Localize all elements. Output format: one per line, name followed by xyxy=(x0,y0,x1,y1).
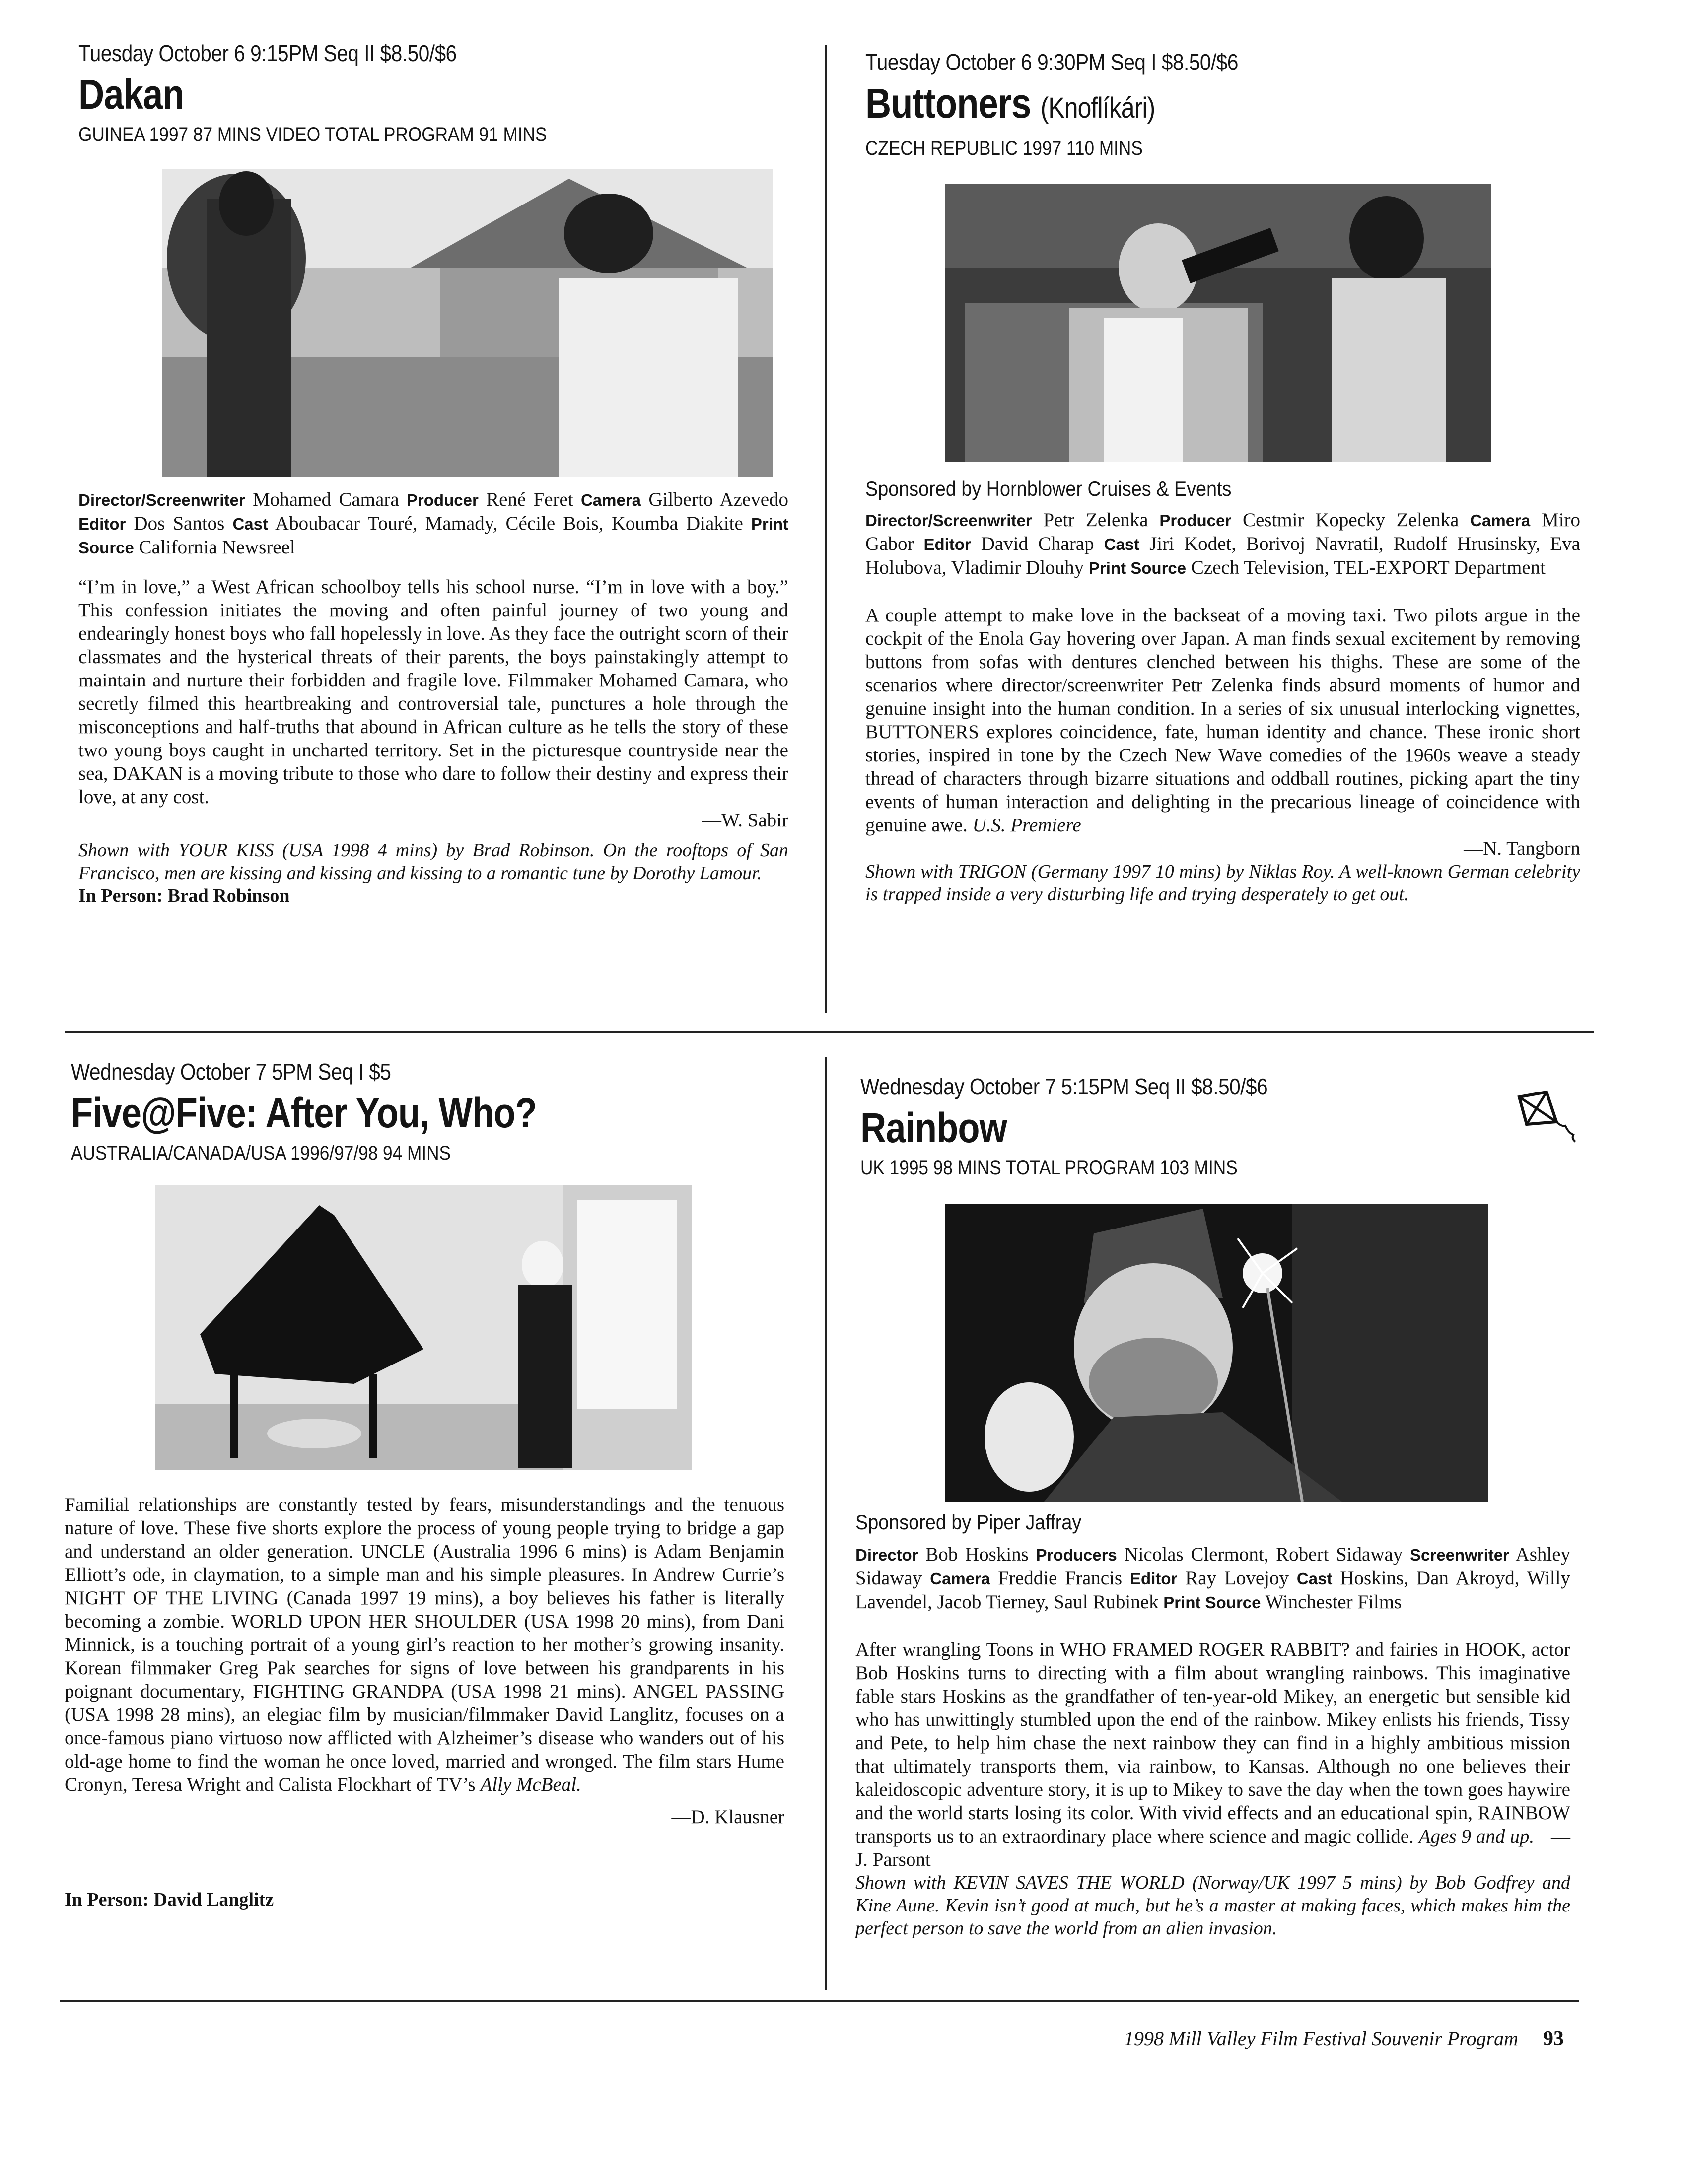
synopsis-italic: Ally McBeal. xyxy=(480,1774,581,1795)
shown-with: Shown with KEVIN SAVES THE WORLD (Norway/UK 1997 5 mins) by Bob Godfrey and Kine Aune. Kevin isn’t good at much, but he’s a master at making faces, which makes him the perfect person to save the world from an alien invasion. xyxy=(855,1872,1570,1939)
credit-names: René Feret xyxy=(486,489,573,510)
credit-names: Winchester Films xyxy=(1265,1591,1402,1613)
film-title-alt: (Knoflíkári) xyxy=(1040,92,1155,124)
column-divider-bottom xyxy=(825,1057,827,1990)
credit-role: Camera xyxy=(580,491,641,509)
credit-role: Editor xyxy=(78,515,126,533)
film-meta: GUINEA 1997 87 MINS VIDEO TOTAL PROGRAM 91 MINS xyxy=(78,124,547,145)
credit-role: Director xyxy=(855,1546,918,1564)
page-footer xyxy=(1124,2027,1564,2050)
credit-names: Miro Gabor xyxy=(865,509,1581,554)
age-note: Ages 9 and up. xyxy=(1418,1826,1535,1847)
sponsor-line: Sponsored by Hornblower Cruises & Events xyxy=(865,477,1232,500)
credit-names: Nicolas Clermont, Robert Sidaway xyxy=(1124,1544,1403,1565)
row-divider xyxy=(65,1031,1594,1033)
schedule-line: Tuesday October 6 9:30PM Seq I $8.50/$6 xyxy=(865,49,1238,75)
credit-names: Ashley Sidaway xyxy=(855,1544,1571,1589)
credit-names: Hoskins, Dan Akroyd, Willy Lavendel, Jacob Tierney, Saul Rubinek xyxy=(855,1568,1571,1613)
film-still-rainbow xyxy=(945,1204,1488,1502)
shown-with: Shown with TRIGON (Germany 1997 10 mins) by Niklas Roy. A well-known German celebrity is trapped inside a very disturbing life and trying desperately to get out. xyxy=(865,861,1580,905)
film-entry-dakan xyxy=(78,39,793,148)
synopsis xyxy=(855,1638,1570,1871)
film-meta: CZECH REPUBLIC 1997 110 MINS xyxy=(865,137,1143,159)
synopsis: “I’m in love,” a West African schoolboy tells his school nurse. “I’m in love with a boy.” This confession initiates the moving and often painful journey of two young and endearingly honest boys who fall hopelessly in love. As they face the outright scorn of their classmates and the hysterical threats of their parents, the boys painstakingly attempt to maintain and nurture their forbidden and fragile love. Filmmaker Mohamed Camara, who secretly filmed this heartbreaking and controversial tale, punctures a hole through the misconceptions and half-truths that abound in African culture as he tells the story of these two young boys caught in uncharted territory. Set in the picturesque countryside near the sea, DAKAN is a moving tribute to those who dare to follow their destiny and express their love, at any cost. xyxy=(78,576,788,808)
credit-names: David Charap xyxy=(981,533,1094,554)
synopsis-text: Familial relationships are constantly tested by fears, misunderstandings and the tenuous nature of love. These five shorts explore the process of young people trying to bridge a gap and understand an older generation. UNCLE (Australia 1996 6 mins) is Adam Benjamin Elliott’s ode, in claymation, to a simple man and his simple pleasures. In Andrew Currie’s NIGHT OF THE LIVING (Canada 1997 19 mins), a boy believes his father is literally becoming a zombie. WORLD UPON HER SHOULDER (USA 1998 20 mins), from Dani Minnick, is a touching portrait of a young girl’s reaction to her mother’s growing insanity. Korean filmmaker Greg Pak searches for signs of love between his grandparents in his poignant documentary, FIGHTING GRANDPA (USA 1998 21 mins). ANGEL PASSING (USA 1998 28 mins), an elegiac film by musician/filmmaker David Langlitz, focuses on a once-famous piano virtuoso now afflicted with Alzheimer’s disease who wanders out of his old-age home to find the woman he once loved, married and wronged. The film stars Hume Cronyn, Teresa Wright and Calista Flockhart of TV’s xyxy=(65,1494,784,1795)
credit-names: Ray Lovejoy xyxy=(1185,1568,1289,1589)
credit-role: Cast xyxy=(1104,535,1140,553)
in-person: In Person: Brad Robinson xyxy=(78,886,290,906)
synopsis-text: After wrangling Toons in WHO FRAMED ROGER RABBIT? and fairies in HOOK, actor Bob Hoskins turns to directing with a film about wrangling rainbows. This imaginative fable stars Hoskins as the grandfather of ten-year-old Mikey, an energetic but sensible kid who has unwittingly stumbled upon the end of the rainbow. Mikey enlists his friends, Tissy and Pete, to help him chase the next rainbow they can find in a highly ambitious mission that ultimately transports them, via rainbow, to Kansas. Although no one believes their kaleidoscopic adventure story, it is up to Mikey to save the day when the town goes haywire and the world starts losing its color. With vivid effects and an educational spin, RAINBOW transports us to an extraordinary place where science and magic collide. xyxy=(855,1639,1570,1847)
sponsor-and-credits xyxy=(855,1509,1570,1940)
film-title: Rainbow xyxy=(860,1104,1007,1151)
shown-with: Shown with YOUR KISS (USA 1998 4 mins) by Brad Robinson. On the rooftops of San Francisco, men are kissing and kissing and kissing to a romantic tune by Dorothy Lamour. xyxy=(78,840,788,884)
sponsor-line: Sponsored by Piper Jaffray xyxy=(855,1510,1082,1534)
schedule-line: Wednesday October 7 5:15PM Seq II $8.50/$6 xyxy=(860,1074,1268,1099)
credit-names: Cestmir Kopecky Zelenka xyxy=(1243,509,1459,531)
film-title: Five@Five: After You, Who? xyxy=(71,1090,537,1136)
reviewer: —W. Sabir xyxy=(702,810,788,831)
film-still-dakan xyxy=(162,169,773,477)
in-person: In Person: David Langlitz xyxy=(65,1889,274,1910)
credit-role: Print Source xyxy=(78,515,789,557)
sponsor-and-credits xyxy=(865,476,1580,906)
synopsis xyxy=(865,604,1580,837)
premiere-note: U.S. Premiere xyxy=(972,815,1081,836)
credit-role: Camera xyxy=(1470,511,1531,530)
credit-role: Screenwriter xyxy=(1410,1546,1509,1564)
film-title: Dakan xyxy=(78,71,184,118)
bottom-rule xyxy=(60,2000,1579,2002)
credit-role: Producer xyxy=(1159,511,1232,530)
credit-names: Gilberto Azevedo xyxy=(648,489,789,510)
credit-role: Cast xyxy=(232,515,268,533)
credit-role: Print Source xyxy=(1163,1593,1261,1612)
synopsis xyxy=(65,1493,784,1796)
credit-names: Jiri Kodet, Borivoj Navratil, Rudolf Hrusinsky, Eva Holubova, Vladimir Dlouhy xyxy=(865,533,1581,578)
film-title xyxy=(865,79,1480,132)
film-title-main: Buttoners xyxy=(865,80,1031,127)
credit-names: Petr Zelenka xyxy=(1043,509,1148,531)
film-entry-buttoners xyxy=(865,48,1580,162)
credit-role: Director/Screenwriter xyxy=(865,511,1032,530)
credit-role: Editor xyxy=(923,535,971,553)
kite-icon xyxy=(1509,1087,1579,1152)
page-number: 93 xyxy=(1543,2027,1564,2050)
credit-role: Producer xyxy=(406,491,479,509)
credit-names: Bob Hoskins xyxy=(925,1544,1029,1565)
credit-names: Mohamed Camara xyxy=(252,489,399,510)
publication-title: 1998 Mill Valley Film Festival Souvenir Program xyxy=(1124,2027,1518,2049)
column-divider-top xyxy=(825,45,827,1013)
credit-role: Editor xyxy=(1130,1570,1178,1588)
credit-names: Freddie Francis xyxy=(998,1568,1123,1589)
reviewer: —D. Klausner xyxy=(671,1806,784,1828)
credit-role: Camera xyxy=(930,1570,990,1588)
credit-role: Producers xyxy=(1036,1546,1117,1564)
credit-role: Director/Screenwriter xyxy=(78,491,245,509)
film-meta: UK 1995 98 MINS TOTAL PROGRAM 103 MINS xyxy=(860,1157,1238,1179)
credit-names: Aboubacar Touré, Mamady, Cécile Bois, Koumba Diakite xyxy=(275,513,743,534)
reviewer: —N. Tangborn xyxy=(1464,838,1580,859)
credit-names: Dos Santos xyxy=(134,513,225,534)
synopsis-text: A couple attempt to make love in the backseat of a moving taxi. Two pilots argue in the cockpit of the Enola Gay hovering over Japan. A man finds sexual excitement by removing buttons from sofas with dentures clenched between his thighs. These are some of the scenarios where director/screenwriter Petr Zelenka finds absurd moments of humor and genuine insight into the human condition. In a series of six unusual interlocking vignettes, BUTTONERS explores coincidence, fate, human identity and chance. These ironic short stories, inspired in tone by the Czech New Wave comedies of the 1960s weave a steady thread of characters through bizarre situations and oddball routines, picking apart the tiny events of human interaction and delighting in the precarious lineage of coincidence with genuine awe. xyxy=(865,605,1580,836)
film-entry-rainbow xyxy=(860,1072,1575,1181)
film-still-buttoners xyxy=(945,184,1491,462)
schedule-line: Wednesday October 7 5PM Seq I $5 xyxy=(71,1059,391,1085)
credits-block xyxy=(78,488,788,907)
credit-names: Czech Television, TEL-EXPORT Department xyxy=(1191,557,1546,578)
film-still-five-at-five xyxy=(155,1185,692,1470)
synopsis-block xyxy=(65,1493,784,1911)
reviewer: —J. Parsont xyxy=(855,1826,1571,1870)
credit-names: California Newsreel xyxy=(139,537,295,558)
credit-role: Cast xyxy=(1296,1570,1333,1588)
credit-role: Print Source xyxy=(1088,559,1187,577)
film-meta: AUSTRALIA/CANADA/USA 1996/97/98 94 MINS xyxy=(71,1142,451,1164)
film-entry-five-at-five xyxy=(71,1057,796,1166)
schedule-line: Tuesday October 6 9:15PM Seq II $8.50/$6 xyxy=(78,40,457,66)
